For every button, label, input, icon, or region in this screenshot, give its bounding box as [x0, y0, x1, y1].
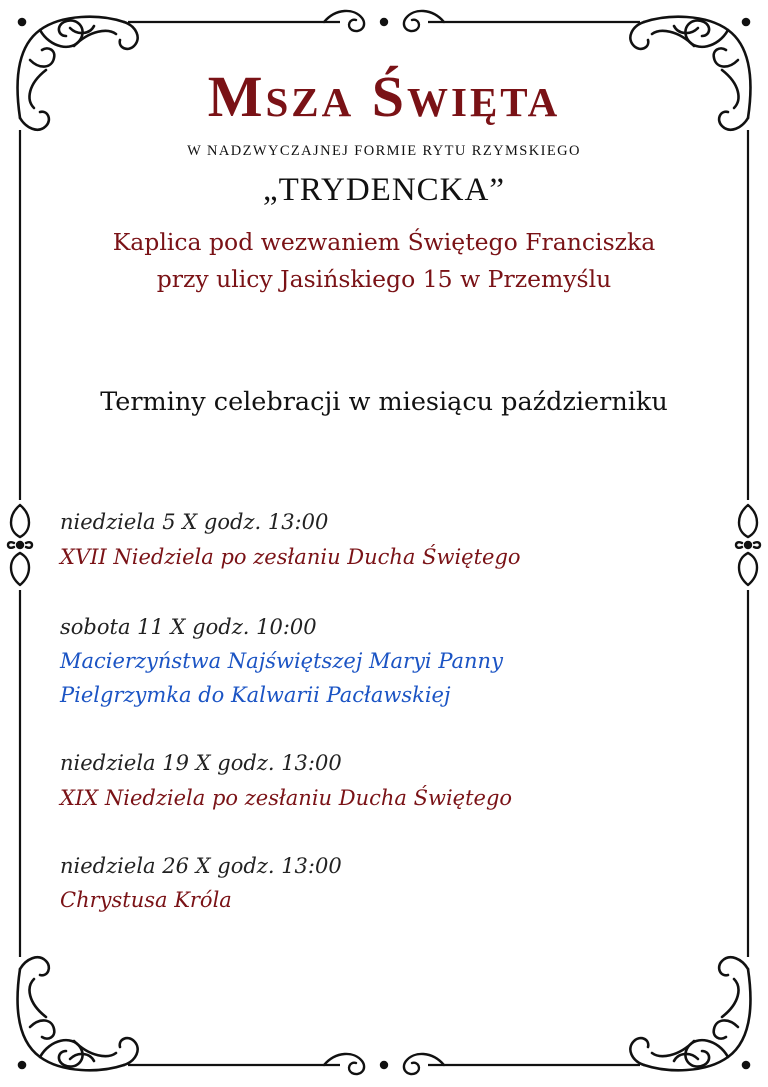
rite-form-subtitle: W NADZWYCZAJNEJ FORMIE RYTU RZYMSKIEGO [187, 143, 581, 159]
rite-name: „TRYDENCKA” [263, 172, 505, 208]
page-title: Msza Święta [207, 64, 561, 129]
event-subtitle: Pielgrzymka do Kalwarii Pacławskiej [60, 683, 451, 707]
event-title: Macierzyństwa Najświętszej Maryi Panny [60, 649, 503, 673]
event-date: niedziela 26 X godz. 13:00 [60, 854, 342, 878]
event-title: XIX Niedziela po zesłaniu Ducha Świętego [60, 786, 513, 810]
event-title: Chrystusa Króla [60, 888, 232, 912]
event-date: sobota 11 X godz. 10:00 [60, 615, 317, 639]
event-title: XVII Niedziela po zesłaniu Ducha Świętego [60, 545, 521, 569]
chapel-address: przy ulicy Jasińskiego 15 w Przemyślu [156, 265, 612, 293]
event-date: niedziela 19 X godz. 13:00 [60, 751, 342, 775]
chapel-name: Kaplica pod wezwaniem Świętego Franciszka [112, 228, 656, 256]
schedule-heading: Terminy celebracji w miesiącu październiku [100, 387, 668, 417]
event-date: niedziela 5 X godz. 13:00 [60, 510, 329, 534]
